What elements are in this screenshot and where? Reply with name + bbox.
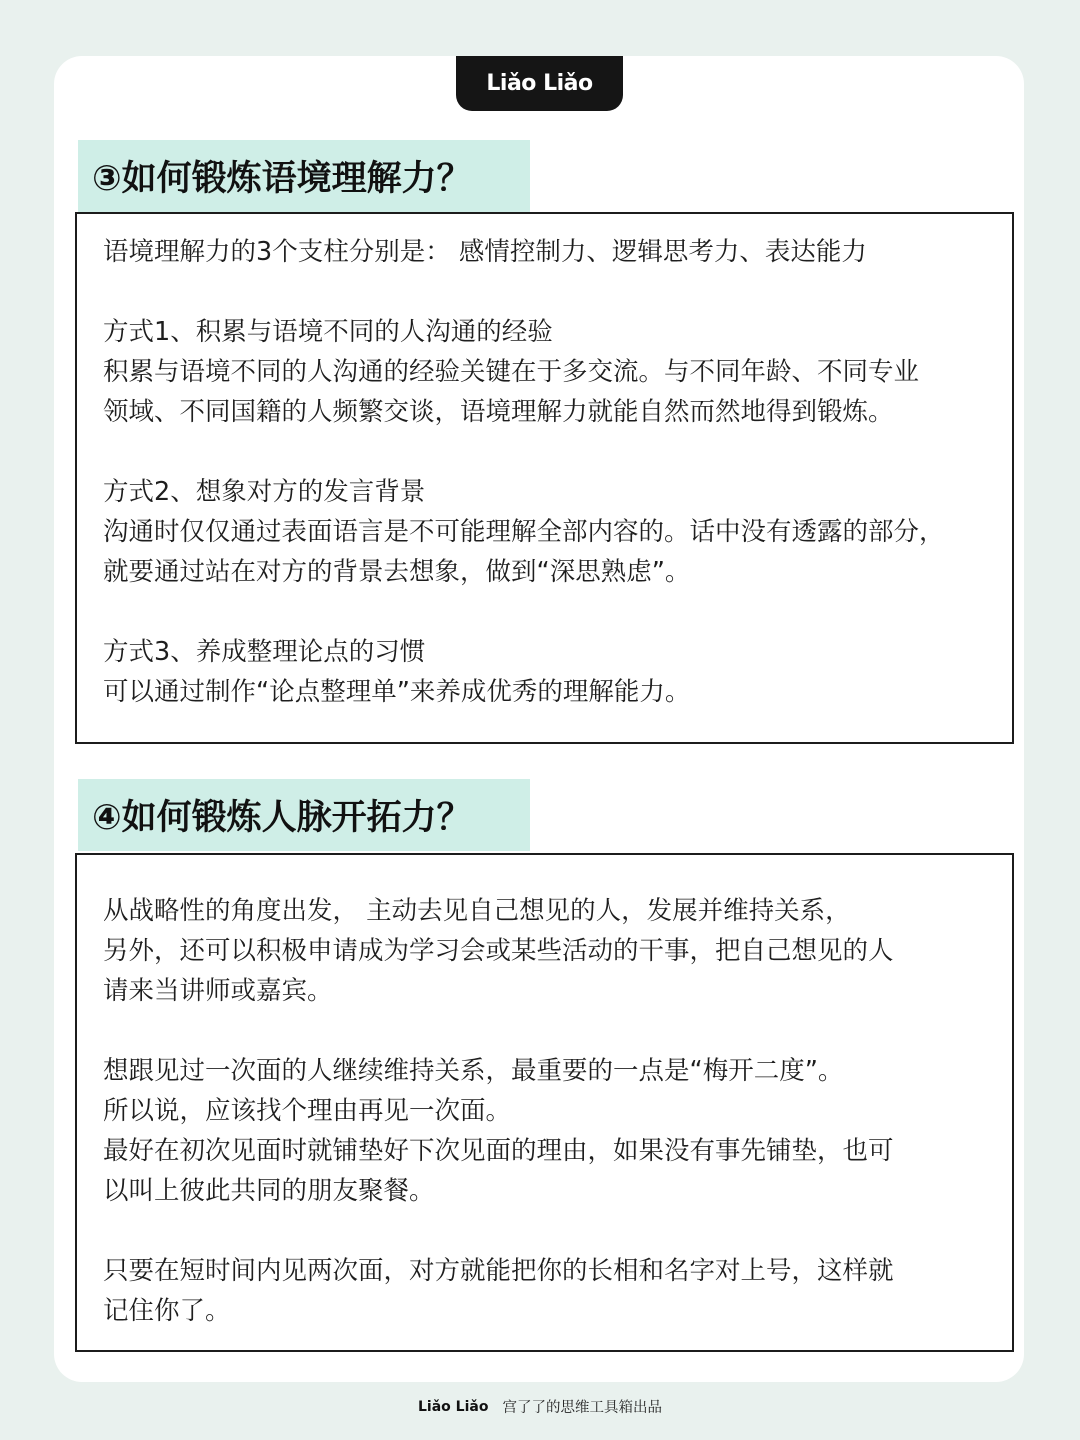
footer [0,1396,1080,1417]
method-1-heading: 方式1、积累与语境不同的人沟通的经验 [103,317,553,347]
footer-logo: Liǎo Liǎo [418,1398,489,1415]
text-line: 最好在初次见面时就铺垫好下次见面的理由，如果没有事先铺垫，也可 [103,1136,894,1166]
text-line: 所以说，应该找个理由再见一次面。 [103,1096,512,1126]
text-line: 就要通过站在对方的背景去想象，做到“深思熟虑”。 [103,557,691,587]
paragraph-gap [103,272,988,312]
method-3-heading: 方式3、养成整理论点的习惯 [103,637,426,667]
text-line: 另外，还可以积极申请成为学习会或某些活动的干事，把自己想见的人 [103,936,894,966]
text-line: 可以通过制作“论点整理单”来养成优秀的理解能力。 [103,677,691,707]
brand-logo-tab [456,56,623,111]
section-3-content-box [75,212,1014,744]
text-line: 领域、不同国籍的人频繁交谈，语境理解力就能自然而然地得到锻炼。 [103,397,894,427]
text-line: 从战略性的角度出发， 主动去见自己想见的人，发展并维持关系， [103,896,851,926]
text-line: 记住你了。 [103,1296,231,1326]
paragraph-gap [103,432,988,472]
text-line: 沟通时仅仅通过表面语言是不可能理解全部内容的。话中没有透露的部分， [103,517,945,547]
paragraph-gap [103,1011,988,1051]
section-4-content-box [75,853,1014,1352]
text-line: 以叫上彼此共同的朋友聚餐。 [103,1176,435,1206]
section-3-title: ③如何锻炼语境理解力？ [78,140,530,212]
method-2-heading: 方式2、想象对方的发言背景 [103,477,426,507]
text-line: 积累与语境不同的人沟通的经验关键在于多交流。与不同年龄、不同专业 [103,357,920,387]
brand-logo: Liǎo Liǎo [486,71,593,96]
text-line: 只要在短时间内见两次面，对方就能把你的长相和名字对上号，这样就 [103,1256,894,1286]
section-4-title: ④如何锻炼人脉开拓力？ [78,779,530,851]
paragraph-gap [103,1211,988,1251]
text-line: 语境理解力的3个支柱分别是： 感情控制力、逻辑思考力、表达能力 [103,237,867,267]
text-line: 想跟见过一次面的人继续维持关系，最重要的一点是“梅开二度”。 [103,1056,844,1086]
footer-credit: 宫了了的思维工具箱出品 [502,1400,662,1416]
paragraph-gap [103,592,988,632]
text-line: 请来当讲师或嘉宾。 [103,976,333,1006]
